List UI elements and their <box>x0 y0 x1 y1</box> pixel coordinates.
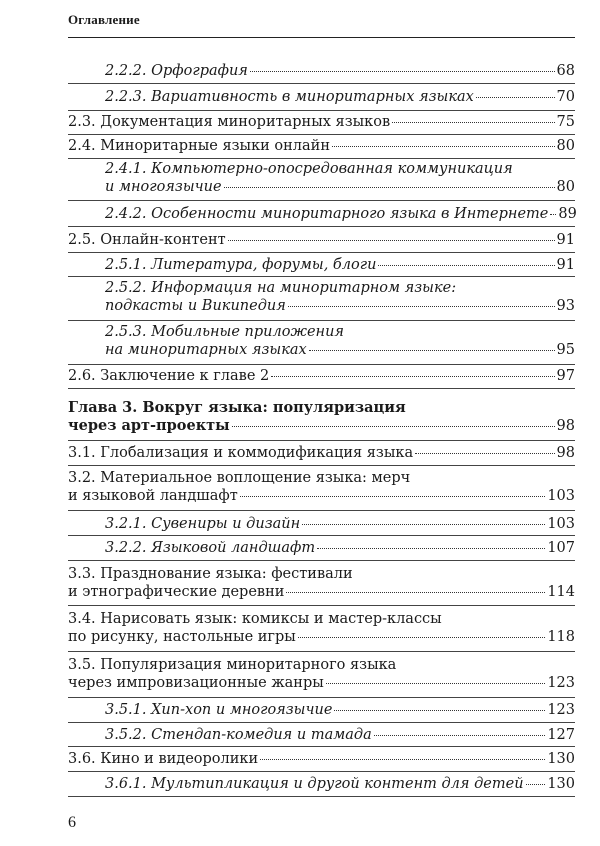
toc-entry-title-line1: 2.5.3. Мобильные приложения <box>105 324 345 340</box>
leader-dots <box>250 71 555 72</box>
toc-entry-title: на миноритарных языках <box>105 342 307 358</box>
toc-entry-2-5-3 <box>0 323 600 359</box>
toc-entry-3-5-1 <box>0 701 600 719</box>
leader-dots <box>476 97 555 98</box>
toc-entry-page: 130 <box>547 776 575 792</box>
entry-divider <box>68 771 575 772</box>
toc-entry-page: 75 <box>556 114 575 130</box>
toc-entry-page: 114 <box>547 584 575 600</box>
page-header-title: Оглавление <box>68 12 140 27</box>
entry-divider <box>68 83 575 84</box>
toc-entry-page: 98 <box>556 445 575 461</box>
leader-dots <box>240 496 546 497</box>
toc-entry-title: и этнографические деревни <box>68 584 285 600</box>
leader-dots <box>228 240 555 241</box>
toc-entry-2-5-2 <box>0 279 600 315</box>
toc-entry-2-4-1 <box>0 160 600 196</box>
toc-entry-title: 3.2.1. Сувениры и дизайн <box>105 516 301 532</box>
leader-dots <box>298 637 545 638</box>
entry-divider <box>68 226 575 227</box>
toc-entry-title: через арт-проекты <box>68 417 230 434</box>
toc-entry-3-1 <box>0 444 600 462</box>
leader-dots <box>378 265 554 266</box>
toc-entry-page: 107 <box>547 540 575 556</box>
leader-dots <box>526 784 546 785</box>
toc-entry-page: 80 <box>556 138 575 154</box>
toc-entry-3-2-1 <box>0 515 600 533</box>
toc-entry-3-6-1 <box>0 775 600 793</box>
toc-entry-3-4 <box>0 610 600 646</box>
entry-divider <box>68 200 575 201</box>
leader-dots <box>271 376 554 377</box>
toc-entry-2-2-3 <box>0 88 600 106</box>
toc-entry-page: 68 <box>556 63 575 79</box>
leader-dots <box>550 214 556 215</box>
leader-dots <box>302 524 545 525</box>
toc-entry-title: через импровизационные жанры <box>68 675 324 691</box>
toc-entry-title: 2.4.2. Особенности миноритарного языка в Интернете <box>105 206 549 222</box>
toc-entry-3-5 <box>0 656 600 692</box>
toc-entry-2-6 <box>0 367 600 385</box>
header-rule <box>68 37 575 38</box>
toc-entry-page: 93 <box>556 298 575 314</box>
entry-divider <box>68 134 575 135</box>
toc-entry-2-3 <box>0 113 600 131</box>
entry-divider <box>68 158 575 159</box>
toc-entry-title: 2.2.3. Вариативность в миноритарных языках <box>105 89 474 105</box>
entry-divider <box>68 722 575 723</box>
toc-entry-title: 2.6. Заключение к главе 2 <box>68 368 270 384</box>
entry-divider <box>68 110 575 111</box>
leader-dots <box>288 306 555 307</box>
toc-entry-page: 103 <box>547 516 575 532</box>
entry-divider <box>68 605 575 606</box>
toc-entry-2-5 <box>0 231 600 249</box>
leader-dots <box>317 548 545 549</box>
toc-entry-title: 2.5. Онлайн-контент <box>68 232 226 248</box>
toc-entry-page: 80 <box>556 179 575 195</box>
entry-divider <box>68 796 575 797</box>
toc-entry-3-2-2 <box>0 539 600 557</box>
entry-divider <box>68 465 575 466</box>
toc-entry-title: 3.6. Кино и видеоролики <box>68 751 259 767</box>
toc-entry-page: 97 <box>556 368 575 384</box>
toc-entry-title-line1: 2.4.1. Компьютерно-опосредованная коммуникация <box>105 161 513 177</box>
toc-entry-title: 2.2.2. Орфография <box>105 63 248 79</box>
toc-entry-title: и многоязычие <box>105 179 222 195</box>
toc-entry-title: 3.2.2. Языковой ландшафт <box>105 540 316 556</box>
toc-entry-chapter-3 <box>0 399 600 435</box>
entry-divider <box>68 535 575 536</box>
leader-dots <box>326 683 546 684</box>
toc-entry-title: 2.4. Миноритарные языки онлайн <box>68 138 330 154</box>
leader-dots <box>232 426 555 427</box>
toc-entry-page: 98 <box>556 418 575 434</box>
leader-dots <box>334 710 545 711</box>
entry-divider <box>68 697 575 698</box>
toc-entry-3-2 <box>0 469 600 505</box>
entry-divider <box>68 252 575 253</box>
toc-entry-3-3 <box>0 565 600 601</box>
toc-entry-title-line1: 2.5.2. Информация на миноритарном языке: <box>105 280 457 296</box>
toc-entry-page: 70 <box>556 89 575 105</box>
entry-divider <box>68 560 575 561</box>
entry-divider <box>68 276 575 277</box>
toc-entry-title: и языковой ландшафт <box>68 488 238 504</box>
leader-dots <box>374 735 546 736</box>
toc-entry-title: 3.6.1. Мультипликация и другой контент для детей <box>105 776 524 792</box>
leader-dots <box>415 453 554 454</box>
toc-entry-title: 3.1. Глобализация и коммодификация языка <box>68 445 414 461</box>
toc-entry-title-line1: 3.3. Празднование языка: фестивали <box>68 566 353 582</box>
toc-entry-2-4 <box>0 137 600 155</box>
toc-entry-title-line1: 3.5. Популяризация миноритарного языка <box>68 657 397 673</box>
toc-entry-title-line1: 3.2. Материальное воплощение языка: мерч <box>68 470 411 486</box>
leader-dots <box>392 122 554 123</box>
leader-dots <box>224 187 555 188</box>
entry-divider <box>68 320 575 321</box>
toc-entry-title-line1: 3.4. Нарисовать язык: комиксы и мастер-классы <box>68 611 442 627</box>
toc-entry-page: 103 <box>547 488 575 504</box>
toc-entry-2-4-2 <box>0 205 600 223</box>
entry-divider <box>68 746 575 747</box>
toc-entry-title: по рисунку, настольные игры <box>68 629 296 645</box>
toc-entry-3-6 <box>0 750 600 768</box>
toc-entry-3-5-2 <box>0 726 600 744</box>
toc-entry-page: 123 <box>547 675 575 691</box>
toc-entry-page: 127 <box>547 727 575 743</box>
entry-divider <box>68 440 575 441</box>
leader-dots <box>309 350 555 351</box>
toc-entry-page: 123 <box>547 702 575 718</box>
toc-entry-title-line1: Глава 3. Вокруг языка: популяризация <box>68 399 406 416</box>
leader-dots <box>260 759 545 760</box>
entry-divider <box>68 510 575 511</box>
toc-entry-title: 2.3. Документация миноритарных языков <box>68 114 391 130</box>
toc-entry-2-5-1 <box>0 256 600 274</box>
leader-dots <box>286 592 545 593</box>
entry-divider <box>68 651 575 652</box>
toc-entry-title: 3.5.2. Стендап-комедия и тамада <box>105 727 372 743</box>
page-number: 6 <box>68 814 76 831</box>
toc-entry-page: 118 <box>547 629 575 645</box>
toc-entry-page: 95 <box>556 342 575 358</box>
toc-entry-page: 130 <box>547 751 575 767</box>
leader-dots <box>332 146 555 147</box>
toc-entry-2-2-2 <box>0 62 600 80</box>
entry-divider <box>68 364 575 365</box>
toc-entry-page: 89 <box>558 206 577 222</box>
toc-entry-title: 2.5.1. Литература, форумы, блоги <box>105 257 377 273</box>
toc-entry-page: 91 <box>556 257 575 273</box>
toc-entry-title: 3.5.1. Хип-хоп и многоязычие <box>105 702 333 718</box>
toc-entry-title: подкасты и Википедия <box>105 298 286 314</box>
toc-entry-page: 91 <box>556 232 575 248</box>
entry-divider <box>68 388 575 389</box>
